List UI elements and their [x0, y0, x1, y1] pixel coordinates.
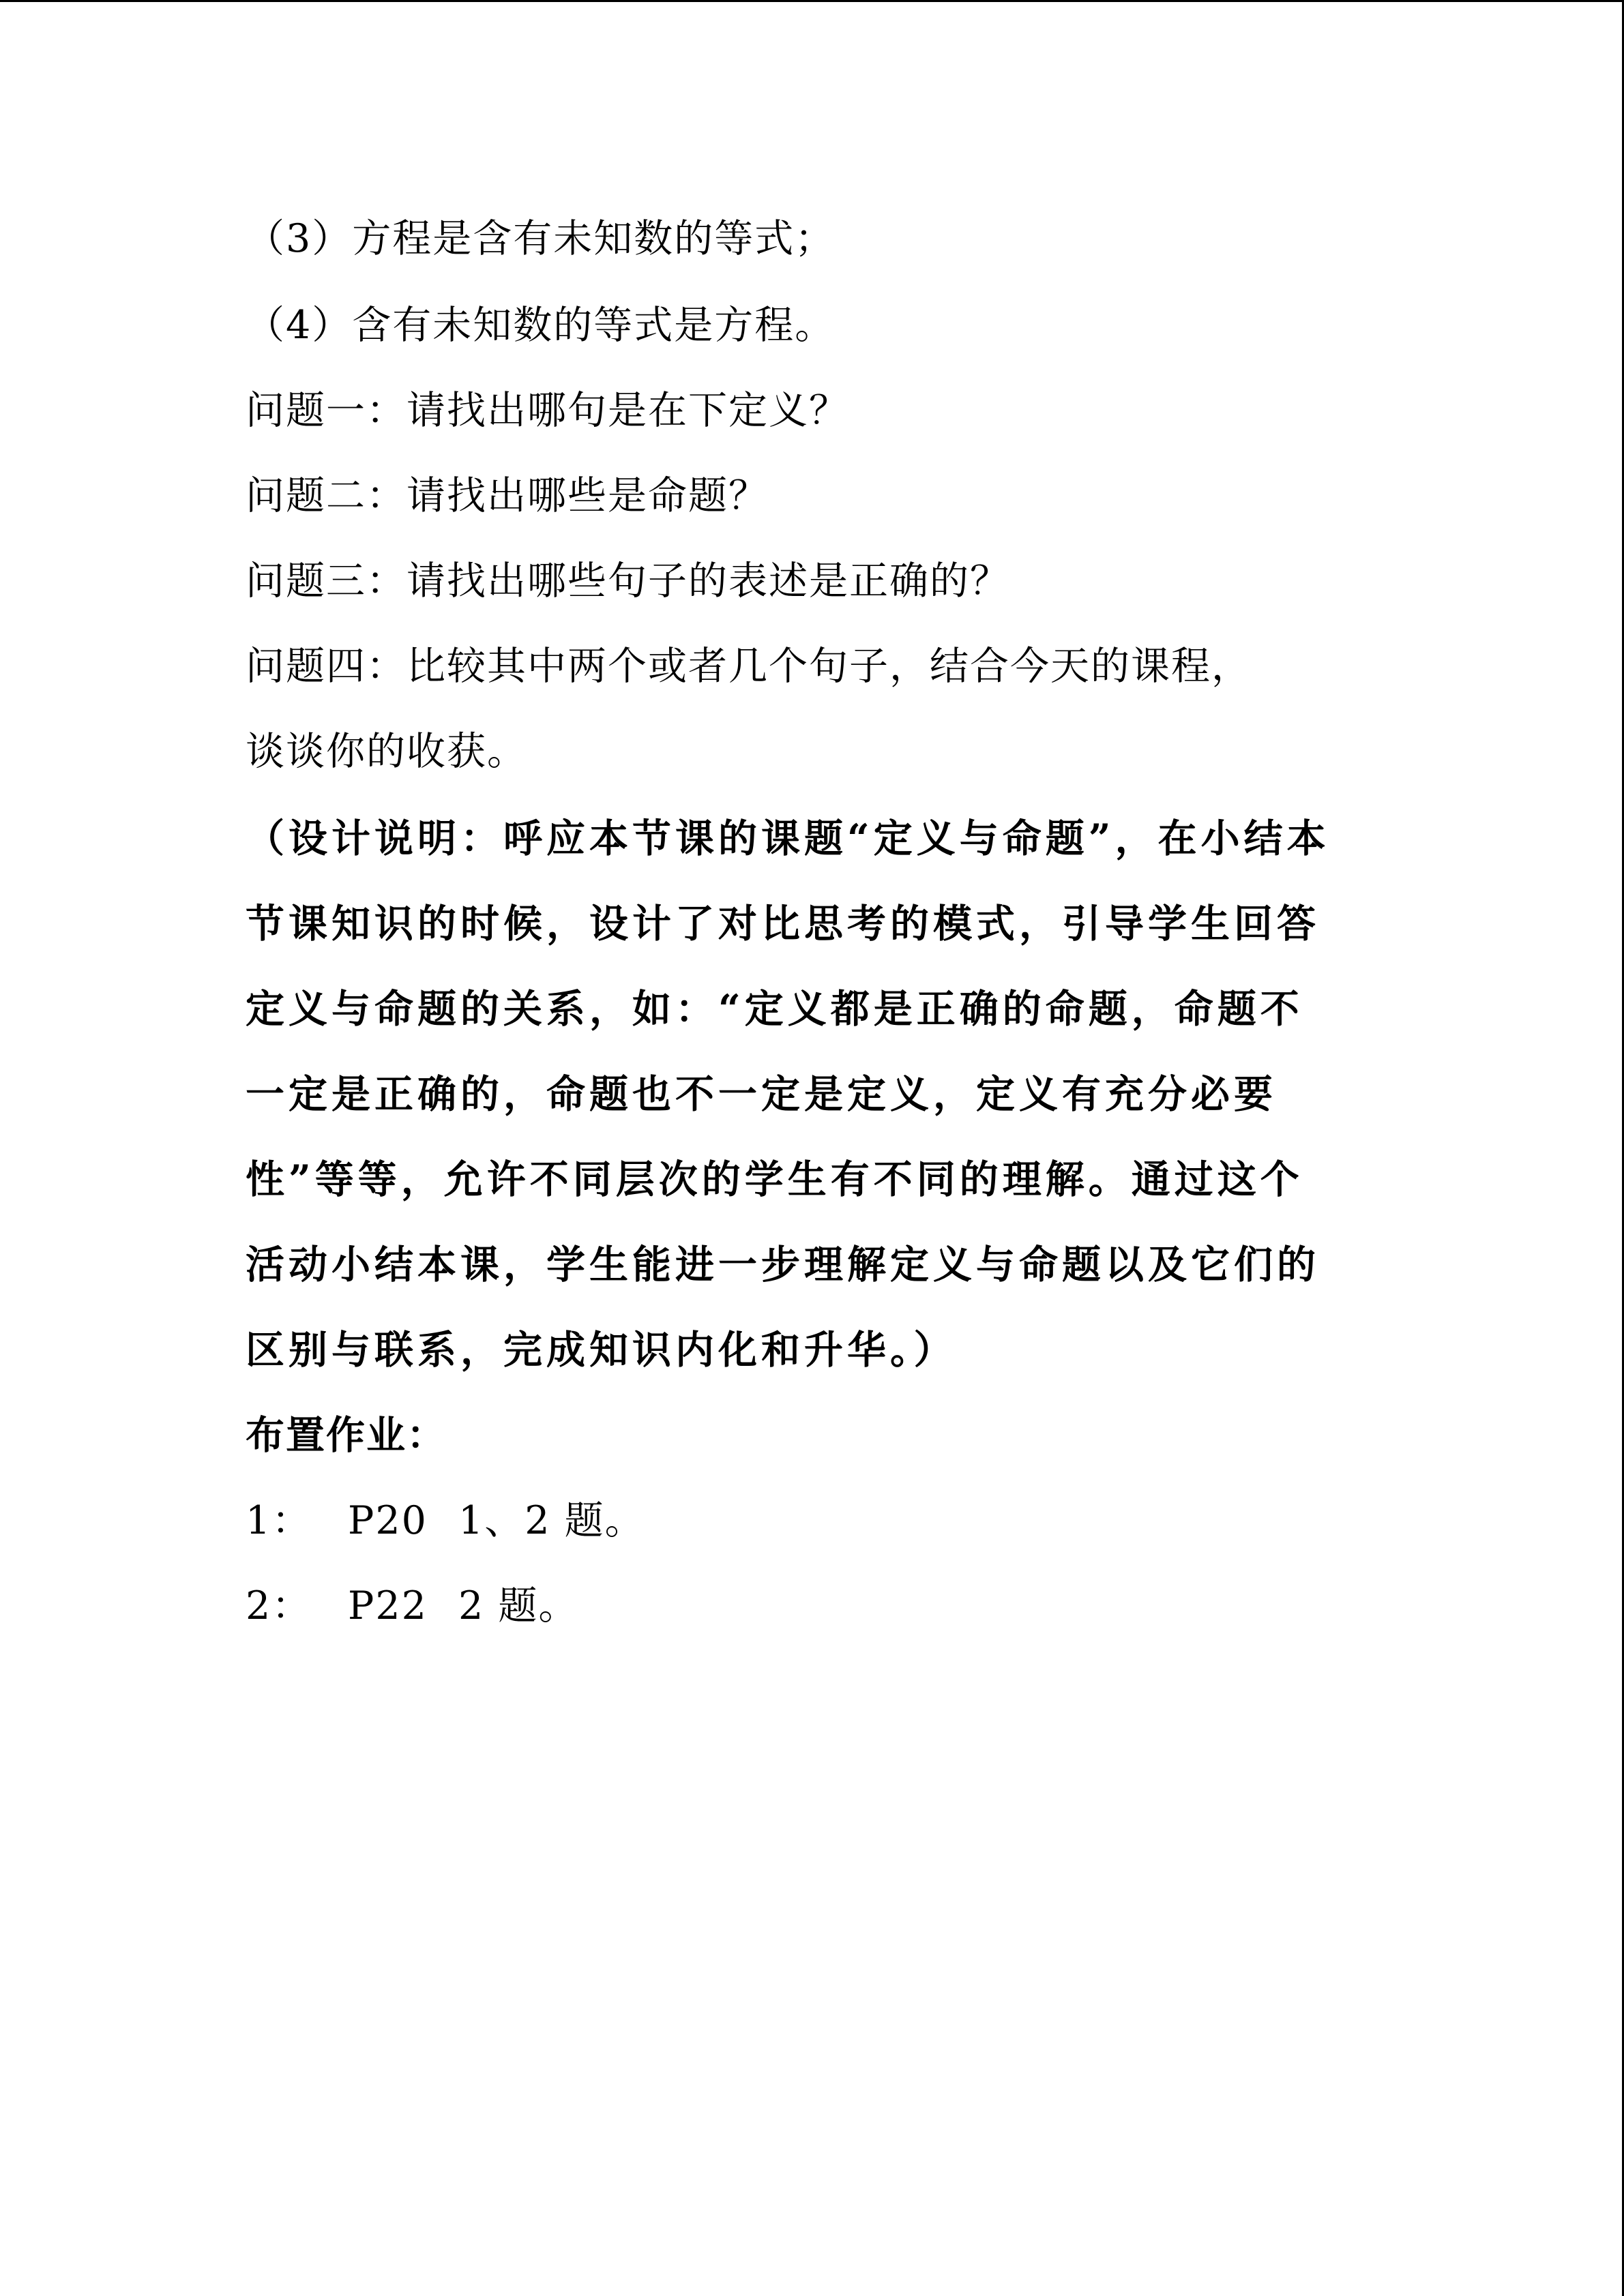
design-note-line: 节课知识的时候，设计了对比思考的模式，引导学生回答 [246, 901, 1320, 946]
design-note-line: （设计说明：呼应本节课的课题“定义与命题”，在小结本 [246, 816, 1330, 861]
question-1: 问题一：请找出哪句是在下定义？ [246, 388, 849, 433]
homework-item-1 [246, 1493, 645, 1548]
homework-heading: 布置作业： [246, 1412, 447, 1458]
homework-item-label: 1： [246, 1498, 312, 1543]
question-2: 问题二：请找出哪些是命题？ [246, 473, 769, 518]
design-note-line: 区别与联系，完成知识内化和升华。） [246, 1327, 957, 1373]
page-border-top [0, 0, 1624, 2]
statement-4: （4）含有未知数的等式是方程。 [246, 303, 836, 348]
question-3: 问题三：请找出哪些句子的表述是正确的？ [246, 558, 1010, 603]
design-note-line: 性”等等，允许不同层次的学生有不同的理解。通过这个 [246, 1157, 1303, 1202]
statement-3: （3）方程是含有未知数的等式； [246, 216, 836, 261]
design-note-line: 定义与命题的关系，如：“定义都是正确的命题，命题不 [246, 986, 1303, 1032]
question-4: 问题四：比较其中两个或者几个句子，结合今天的课程， [246, 644, 1252, 689]
question-4-continued: 谈谈你的收获。 [246, 729, 527, 774]
homework-item-2 [246, 1579, 578, 1633]
design-note-line: 活动小结本课，学生能进一步理解定义与命题以及它们的 [246, 1242, 1320, 1287]
homework-item-task: 1、2 题。 [458, 1498, 645, 1543]
homework-item-page: P20 [348, 1498, 428, 1543]
homework-item-label: 2： [246, 1583, 312, 1628]
homework-item-page: P22 [348, 1583, 428, 1628]
design-note-line: 一定是正确的，命题也不一定是定义，定义有充分必要 [246, 1071, 1277, 1117]
homework-item-task: 2 题。 [458, 1583, 579, 1628]
